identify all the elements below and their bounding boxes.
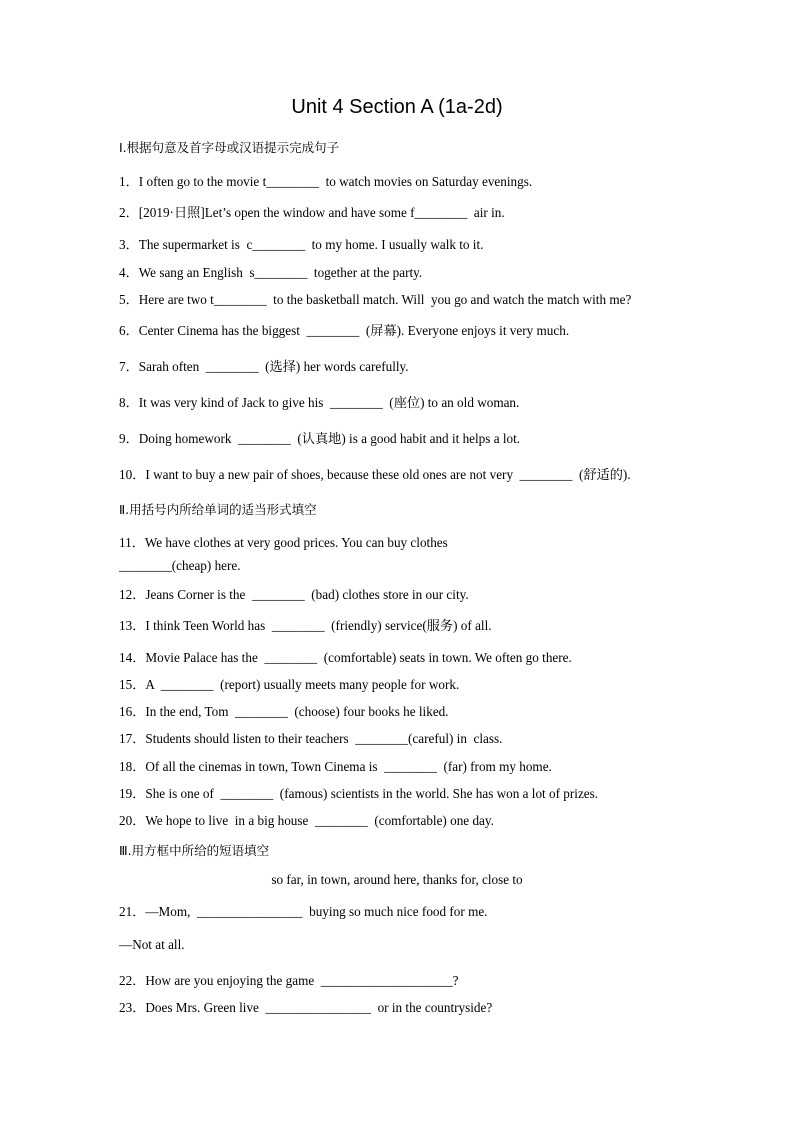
question-15: 15．A ________ (report) usually meets many people for work. xyxy=(119,677,460,692)
question-7: 7．Sarah often ________ (选择) her words carefully. xyxy=(119,359,409,374)
question-19: 19．She is one of ________ (famous) scientists in the world. She has won a lot of prizes. xyxy=(119,786,599,801)
question-11-continued: ________(cheap) here. xyxy=(119,558,241,573)
question-20: 20．We hope to live in a big house ________ (comfortable) one day. xyxy=(119,813,494,828)
question-21: 21．—Mom, ________________ buying so much nice food for me. xyxy=(119,904,488,919)
section-2-heading: Ⅱ.用括号内所给单词的适当形式填空 xyxy=(119,502,317,517)
question-11: 11．We have clothes at very good prices. You can buy clothes xyxy=(119,535,448,550)
page-title: Unit 4 Section A (1a-2d) xyxy=(291,96,503,118)
question-9: 9．Doing homework ________ (认真地) is a good habit and it helps a lot. xyxy=(119,431,521,446)
section-3-heading: Ⅲ.用方框中所给的短语填空 xyxy=(119,843,270,858)
question-1: 1．I often go to the movie t________ to watch movies on Saturday evenings. xyxy=(119,174,533,189)
question-17: 17．Students should listen to their teachers ________(careful) in class. xyxy=(119,731,503,746)
question-21-reply: —Not at all. xyxy=(119,937,185,952)
question-16: 16．In the end, Tom ________ (choose) four books he liked. xyxy=(119,704,449,719)
question-2: 2．[2019·日照]Let’s open the window and have some f________ air in. xyxy=(119,205,505,220)
question-18: 18．Of all the cinemas in town, Town Cinema is ________ (far) from my home. xyxy=(119,759,552,774)
question-5: 5．Here are two t________ to the basketball match. Will you go and watch the match with me? xyxy=(119,292,632,307)
question-12: 12．Jeans Corner is the ________ (bad) clothes store in our city. xyxy=(119,587,469,602)
question-22: 22．How are you enjoying the game ____________________? xyxy=(119,973,459,988)
question-3: 3．The supermarket is c________ to my home. I usually walk to it. xyxy=(119,237,484,252)
question-13: 13．I think Teen World has ________ (friendly) service(服务) of all. xyxy=(119,618,492,633)
question-23: 23．Does Mrs. Green live ________________ or in the countryside? xyxy=(119,1000,493,1015)
question-10: 10．I want to buy a new pair of shoes, because these old ones are not very ________ (舒适的). xyxy=(119,467,631,482)
question-4: 4．We sang an English s________ together at the party. xyxy=(119,265,423,280)
question-14: 14．Movie Palace has the ________ (comfortable) seats in town. We often go there. xyxy=(119,650,572,665)
question-8: 8．It was very kind of Jack to give his ________ (座位) to an old woman. xyxy=(119,395,520,410)
section-1-heading: Ⅰ.根据句意及首字母或汉语提示完成句子 xyxy=(119,140,340,155)
phrase-box: so far, in town, around here, thanks for, close to xyxy=(271,872,523,887)
question-6: 6．Center Cinema has the biggest ________ (屏幕). Everyone enjoys it very much. xyxy=(119,323,570,338)
